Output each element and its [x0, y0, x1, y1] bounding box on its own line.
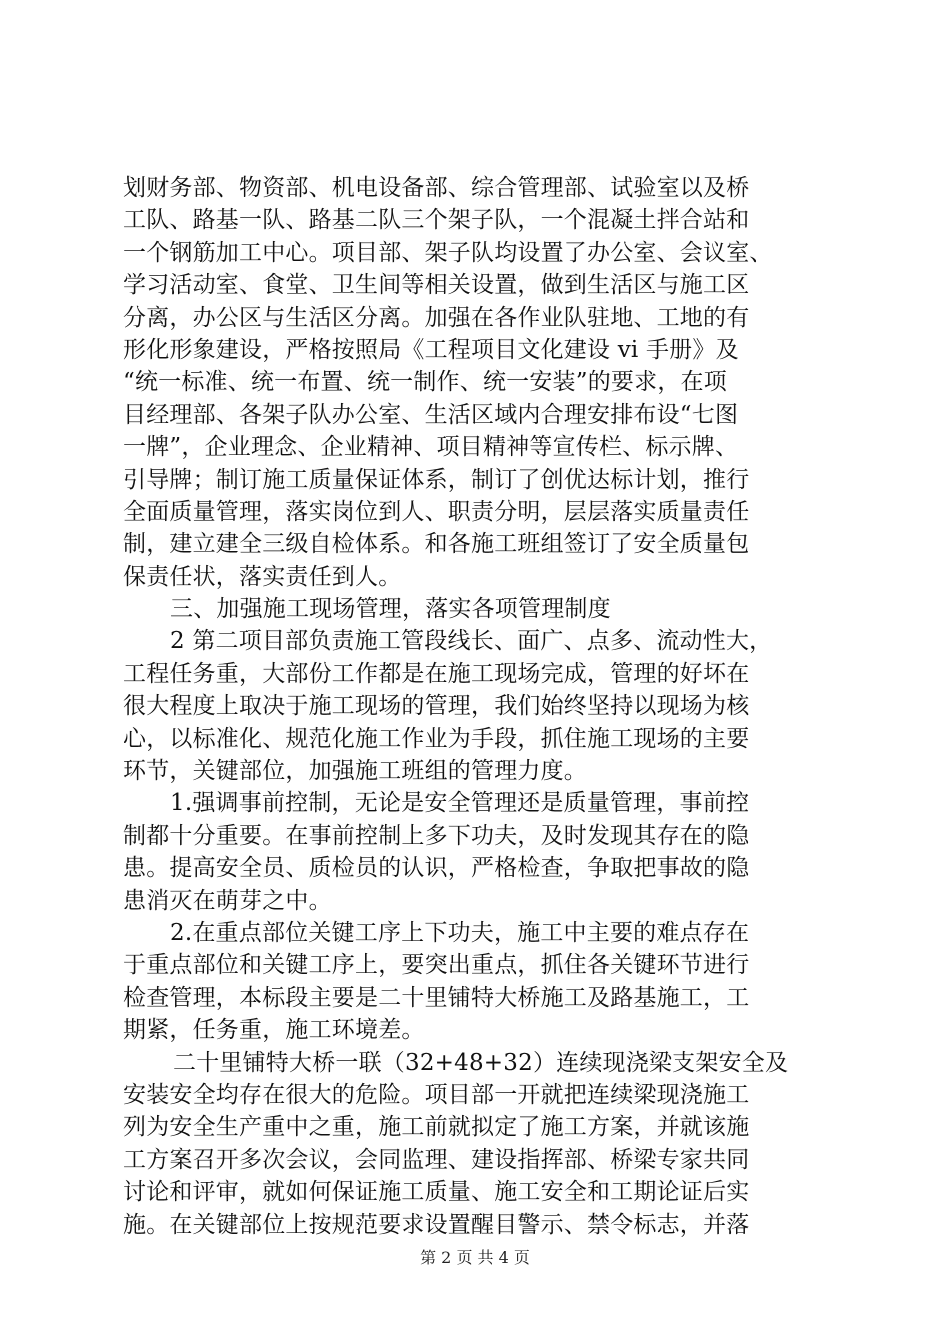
text-line: 工方案召开多次会议，会同监理、建设指挥部、桥梁专家共同	[123, 1146, 750, 1173]
text-line: 工程任务重，大部份工作都是在施工现场完成，管理的好坏在	[123, 660, 750, 687]
text-line: 心，以标准化、规范化施工作业为手段，抓住施工现场的主要	[123, 725, 750, 752]
text-line: 检查管理，本标段主要是二十里铺特大桥施工及路基施工，工	[123, 984, 750, 1011]
text-line: 一个钢筋加工中心。项目部、架子队均设置了办公室、会议室、	[123, 239, 773, 266]
text-line: 列为安全生产重中之重，施工前就拟定了施工方案，并就该施	[123, 1114, 750, 1141]
text-line: 施。在关键部位上按规范要求设置醒目警示、禁令标志，并落	[123, 1211, 750, 1238]
text-line: 患消灭在萌芽之中。	[123, 887, 332, 914]
text-line: 期紧，任务重，施工环境差。	[123, 1017, 425, 1044]
text-line: 划财务部、物资部、机电设备部、综合管理部、试验室以及桥	[123, 175, 750, 201]
text-line: 于重点部位和关键工序上，要突出重点，抓住各关键环节进行	[123, 952, 750, 979]
text-line: 全面质量管理，落实岗位到人、职责分明，层层落实质量责任	[123, 498, 750, 525]
text-line: 环节，关键部位，加强施工班组的管理力度。	[123, 758, 587, 785]
text-line: “统一标准、统一布置、统一制作、统一安装”的要求，在项	[123, 369, 727, 396]
text-line: 制都十分重要。在事前控制上多下功夫，及时发现其存在的隐	[123, 822, 750, 849]
text-line: 二十里铺特大桥一联（32+48+32）连续现浇梁支架安全及	[173, 1049, 789, 1076]
text-line: 三、加强施工现场管理，落实各项管理制度	[170, 596, 611, 623]
text-line: 形化形象建设，严格按照局《工程项目文化建设 vi 手册》及	[123, 336, 739, 363]
text-line: 安装安全均存在很大的危险。项目部一开就把连续梁现浇施工	[123, 1081, 750, 1108]
text-line: 制，建立建全三级自检体系。和各施工班组签订了安全质量包	[123, 531, 750, 558]
text-line: 一牌”，企业理念、企业精神、项目精神等宣传栏、标示牌、	[123, 434, 739, 461]
text-line: 引导牌；制订施工质量保证体系，制订了创优达标计划，推行	[123, 466, 750, 493]
text-line: 患。提高安全员、质检员的认识，严格检查，争取把事故的隐	[123, 855, 750, 882]
text-line: 学习活动室、食堂、卫生间等相关设置，做到生活区与施工区	[123, 272, 750, 299]
text-line: 1.强调事前控制，无论是安全管理还是质量管理，事前控	[170, 790, 750, 817]
text-line: 很大程度上取决于施工现场的管理，我们始终坚持以现场为核	[123, 693, 750, 720]
text-line: 保责任状，落实责任到人。	[123, 563, 402, 590]
text-line: 讨论和评审，就如何保证施工质量、施工安全和工期论证后实	[123, 1179, 750, 1206]
text-line: 分离，办公区与生活区分离。加强在各作业队驻地、工地的有	[123, 304, 750, 331]
document-body	[123, 172, 835, 1241]
text-line: 2.在重点部位关键工序上下功夫，施工中主要的难点存在	[170, 919, 750, 946]
text-line: 工队、路基一队、路基二队三个架子队，一个混凝土拌合站和	[123, 207, 750, 234]
text-line: 2 第二项目部负责施工管段线长、面广、点多、流动性大，	[170, 628, 773, 655]
text-line: 目经理部、各架子队办公室、生活区域内合理安排布设“七图	[123, 401, 739, 428]
page-number-footer: 第 2 页 共 4 页	[420, 1248, 530, 1267]
